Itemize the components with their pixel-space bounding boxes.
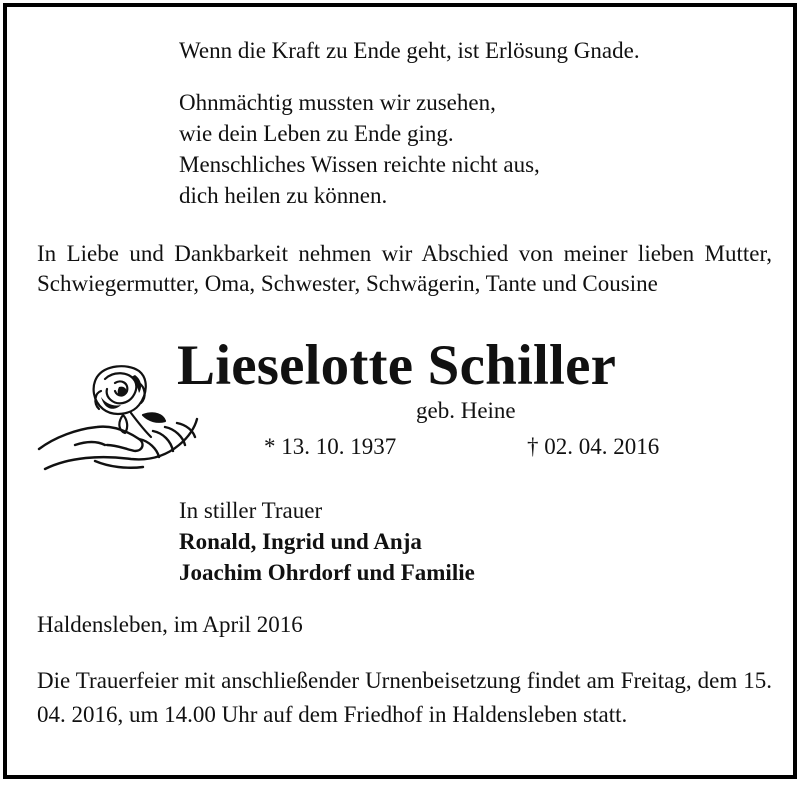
birth-date: * 13. 10. 1937 xyxy=(264,434,397,459)
mourner-name: Joachim Ohrdorf und Familie xyxy=(179,560,475,585)
poem xyxy=(179,87,540,211)
mourning-heading: In stiller Trauer xyxy=(179,498,323,523)
mourner-name: Ronald, Ingrid und Anja xyxy=(179,529,422,554)
death-date: † 02. 04. 2016 xyxy=(527,434,660,459)
poem-line: Ohnmächtig mussten wir zusehen, xyxy=(179,90,496,115)
poem-line: wie dein Leben zu Ende ging. xyxy=(179,121,454,146)
poem-first-line: Wenn die Kraft zu Ende geht, ist Erlösung Gnade. xyxy=(179,38,640,63)
poem-line: Menschliches Wissen reichte nicht aus, xyxy=(179,152,540,177)
intro-text: In Liebe und Dankbarkeit nehmen wir Abschied von meiner lieben Mutter, Schwiegermutter, Oma, Schwester, Schwägerin, Tante und Cousine xyxy=(37,241,772,296)
rose-in-hands-icon xyxy=(35,357,205,477)
funeral-notice: Die Trauerfeier mit anschließender Urnenbeisetzung findet am Freitag, dem 15. 04. 2016, um 14.00 Uhr auf dem Friedhof in Haldensleben statt. xyxy=(37,668,772,727)
obituary-notice xyxy=(3,3,797,779)
place-date: Haldensleben, im April 2016 xyxy=(37,612,303,637)
poem-line: dich heilen zu können. xyxy=(179,183,388,208)
maiden-name: geb. Heine xyxy=(416,398,516,423)
deceased-name: Lieselotte Schiller xyxy=(177,334,617,397)
